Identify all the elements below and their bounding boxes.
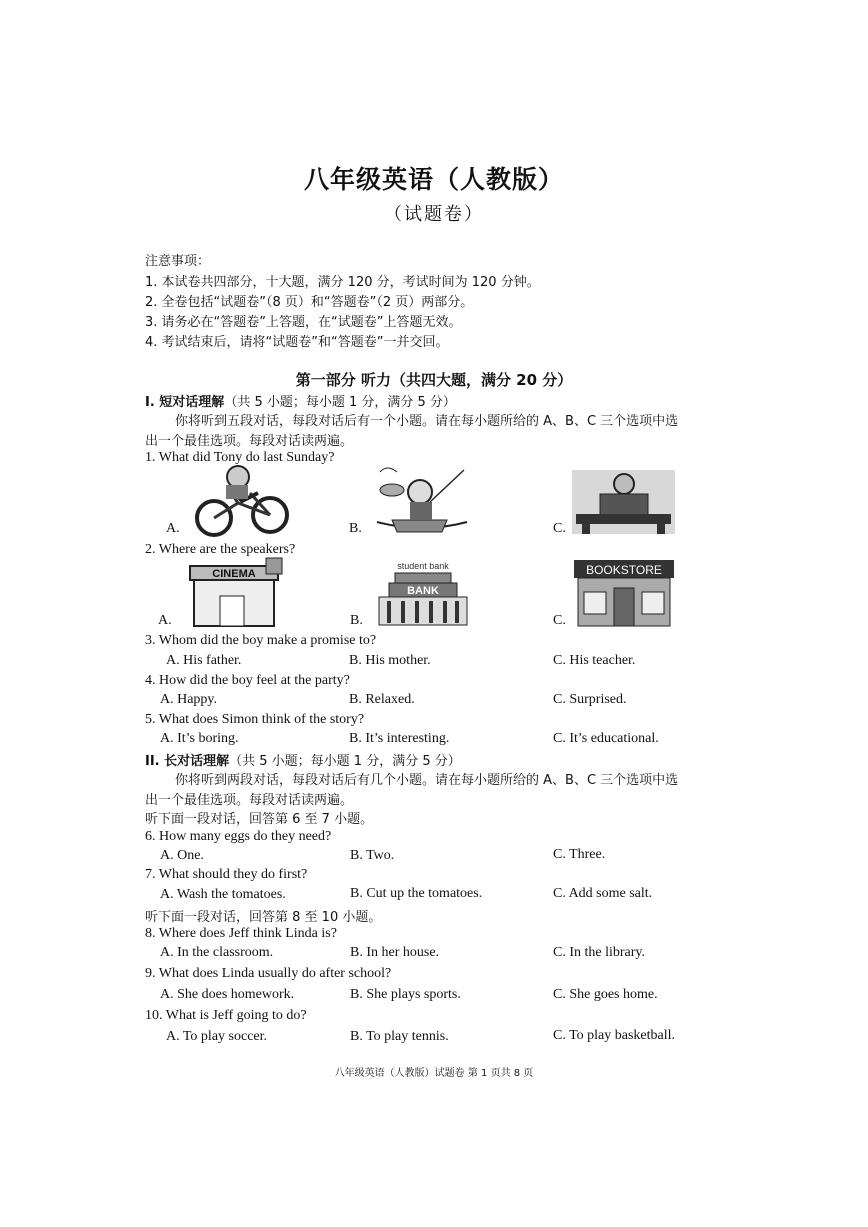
question-3: 3. Whom did the boy make a promise to? xyxy=(145,633,377,648)
question-10: 10. What is Jeff going to do? xyxy=(145,1008,307,1023)
question-2: 2. Where are the speakers? xyxy=(145,542,296,557)
option-b-label: B. xyxy=(349,521,362,536)
option-b: B. To play tennis. xyxy=(350,1029,449,1044)
option-c: C. His teacher. xyxy=(553,653,636,668)
option-c: C. Add some salt. xyxy=(553,886,653,901)
question-8: 8. Where does Jeff think Linda is? xyxy=(145,926,337,941)
option-a: A. His father. xyxy=(166,653,242,668)
option-a-label: A. xyxy=(166,521,180,536)
section2-instruction: 你将听到两段对话，每段对话后有几个小题。请在每小题所给的 A、B、C 三个选项中选 xyxy=(175,773,679,788)
listen-instruction: 听下面一段对话，回答第 6 至 7 小题。 xyxy=(145,812,374,827)
boy-riding-bike-image xyxy=(190,463,298,538)
option-c: C. She goes home. xyxy=(553,987,658,1002)
section1-instruction: 你将听到五段对话，每段对话后有一个小题。请在每小题所给的 A、B、C 三个选项中选 xyxy=(175,414,679,429)
option-c: C. Three. xyxy=(553,847,606,862)
option-a: A. Wash the tomatoes. xyxy=(160,887,286,902)
notes-item: 4. 考试结束后，请将“试题卷”和“答题卷”一并交回。 xyxy=(145,335,449,350)
notes-item: 1. 本试卷共四部分，十大题，满分 120 分，考试时间为 120 分钟。 xyxy=(145,275,540,290)
option-a: A. It’s boring. xyxy=(160,731,239,746)
option-c: C. To play basketball. xyxy=(553,1028,676,1043)
option-b: B. Cut up the tomatoes. xyxy=(350,886,483,901)
section2-instruction: 出一个最佳选项。每段对话读两遍。 xyxy=(145,793,354,808)
question-6: 6. How many eggs do they need? xyxy=(145,829,332,844)
question-4: 4. How did the boy feel at the party? xyxy=(145,673,350,688)
option-b: B. His mother. xyxy=(349,653,431,668)
option-a: A. Happy. xyxy=(160,692,218,707)
option-a: A. One. xyxy=(160,848,204,863)
option-a-label: A. xyxy=(158,613,172,628)
option-b: B. In her house. xyxy=(350,945,440,960)
section2-scoring: （共 5 小题；每小题 1 分，满分 5 分） xyxy=(229,754,461,769)
bank-building-image xyxy=(375,557,471,627)
option-c: C. In the library. xyxy=(553,945,646,960)
bank-top-text: student bank xyxy=(397,561,449,571)
option-b-label: B. xyxy=(350,613,363,628)
section2-heading xyxy=(145,750,461,769)
option-c: C. It’s educational. xyxy=(553,731,659,746)
notes-item: 2. 全卷包括“试题卷”（8 页）和“答题卷”（2 页）两部分。 xyxy=(145,295,474,310)
notes-item: 3. 请务必在“答题卷”上答题，在“试题卷”上答题无效。 xyxy=(145,315,462,330)
option-a: A. To play soccer. xyxy=(166,1029,268,1044)
bank-sign: BANK xyxy=(407,585,439,597)
bookstore-building-image xyxy=(572,558,676,628)
cinema-sign: CINEMA xyxy=(212,568,256,580)
cinema-building-image xyxy=(180,556,288,628)
section2-label: II. 长对话理解 xyxy=(145,754,230,769)
question-7: 7. What should they do first? xyxy=(145,867,308,882)
bookstore-sign: BOOKSTORE xyxy=(586,563,662,577)
part1-heading: 第一部分 听力（共四大题，满分 20 分） xyxy=(295,371,573,389)
option-b: B. She plays sports. xyxy=(350,987,461,1002)
option-b: B. Relaxed. xyxy=(349,692,415,707)
section1-heading xyxy=(145,391,456,410)
boy-using-computer-image xyxy=(572,470,675,534)
option-c-label: C. xyxy=(553,521,566,536)
exam-subtitle: （试题卷） xyxy=(384,204,484,225)
option-b: B. It’s interesting. xyxy=(349,731,450,746)
question-1: 1. What did Tony do last Sunday? xyxy=(145,450,335,465)
boy-fishing-image xyxy=(372,462,472,537)
listen-instruction: 听下面一段对话，回答第 8 至 10 小题。 xyxy=(145,910,382,925)
option-c-label: C. xyxy=(553,613,566,628)
option-a: A. She does homework. xyxy=(160,987,295,1002)
section1-instruction: 出一个最佳选项。每段对话读两遍。 xyxy=(145,434,354,449)
option-c: C. Surprised. xyxy=(553,692,627,707)
exam-title: 八年级英语（人教版） xyxy=(303,165,564,194)
option-a: A. In the classroom. xyxy=(160,945,274,960)
question-5: 5. What does Simon think of the story? xyxy=(145,712,365,727)
option-b: B. Two. xyxy=(350,848,395,863)
section1-scoring: （共 5 小题；每小题 1 分，满分 5 分） xyxy=(224,395,456,410)
page-footer: 八年级英语（人教版）试题卷 第 1 页共 8 页 xyxy=(334,1068,534,1079)
question-9: 9. What does Linda usually do after school? xyxy=(145,966,392,981)
section1-label: I. 短对话理解 xyxy=(145,395,225,410)
notes-heading: 注意事项： xyxy=(145,254,211,269)
